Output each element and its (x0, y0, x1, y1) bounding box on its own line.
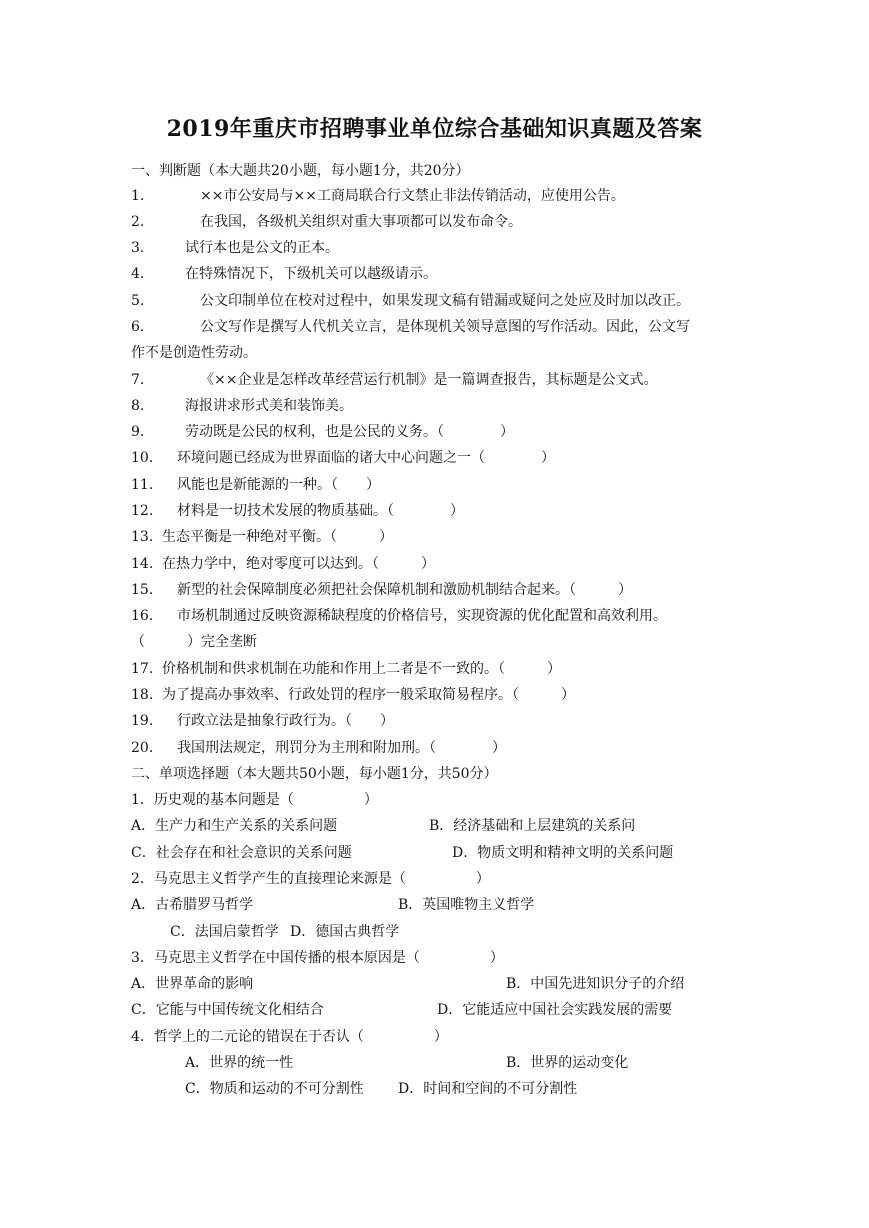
option-c: C．社会存在和社会意识的关系问题 (131, 845, 352, 861)
option-d: D．物质文明和精神文明的关系问题 (452, 845, 674, 861)
option-c: C．它能与中国传统文化相结合 (131, 1002, 324, 1018)
item-text-continuation: （ ）完全垄断 (131, 634, 257, 650)
option-d: D．德国古典哲学 (290, 924, 400, 940)
item-number: 12. (131, 503, 154, 519)
option-a: A．世界革命的影响 (131, 976, 254, 992)
option-b: B．世界的运动变化 (506, 1055, 629, 1071)
item-number: 3. (131, 240, 145, 256)
item-text: 行政立法是抽象行政行为。（ ） (177, 713, 394, 729)
item-text: 试行本也是公文的正本。 (185, 240, 339, 256)
item-number: 19. (131, 713, 154, 729)
item-number: 10. (131, 450, 154, 466)
item-number: 1. (131, 188, 145, 204)
item-number: 7. (131, 372, 145, 388)
item-number: 4. (131, 266, 145, 282)
item-number: 5. (131, 293, 145, 309)
option-b: B．中国先进知识分子的介绍 (506, 976, 685, 992)
option-b: B．英国唯物主义哲学 (398, 897, 535, 913)
option-d: D．它能适应中国社会实践发展的需要 (437, 1002, 673, 1018)
item-number: 17. (131, 661, 154, 677)
item-text: 我国刑法规定，刑罚分为主刑和附加刑。（ ） (177, 740, 506, 756)
option-a: A．古希腊罗马哲学 (131, 897, 254, 913)
item-text: 公文印制单位在校对过程中，如果发现文稿有错漏或疑问之处应及时加以改正。 (200, 293, 690, 309)
item-number: 2. (131, 214, 145, 230)
item-number: 11. (131, 477, 154, 493)
item-text-continuation: 作不是创造性劳动。 (131, 345, 257, 361)
option-b: B．经济基础和上层建筑的关系问 (429, 818, 636, 834)
item-text: 劳动既是公民的权利，也是公民的义务。（ ） (185, 424, 514, 440)
item-text: 新型的社会保障制度必须把社会保障机制和激励机制结合起来。（ ） (177, 582, 632, 598)
item-number: 9. (131, 424, 145, 440)
item-number: 6. (131, 319, 145, 335)
page-title: 2019年重庆市招聘事业单位综合基础知识真题及答案 (166, 116, 703, 142)
item-text: 材料是一切技术发展的物质基础。（ ） (177, 503, 464, 519)
item-number: 13. (131, 529, 154, 545)
item-text: 在热力学中，绝对零度可以达到。（ ） (162, 556, 435, 572)
item-text: 市场机制通过反映资源稀缺程度的价格信号，实现资源的优化配置和高效利用。 (177, 608, 667, 624)
option-c: C．物质和运动的不可分割性 (185, 1081, 364, 1097)
section-header-single-choice: 二、单项选择题（本大题共50小题，每小题1分，共50分） (131, 766, 498, 782)
item-number: 8. (131, 398, 145, 414)
item-text: 在特殊情况下，下级机关可以越级请示。 (185, 266, 437, 282)
item-text: 生态平衡是一种绝对平衡。（ ） (162, 529, 393, 545)
item-number: 20. (131, 740, 154, 756)
item-text: 为了提高办事效率、行政处罚的程序一般采取简易程序。（ ） (162, 687, 575, 703)
item-number: 16. (131, 608, 154, 624)
item-number: 18. (131, 687, 154, 703)
item-number: 15. (131, 582, 154, 598)
item-text: 公文写作是撰写人代机关立言，是体现机关领导意图的写作活动。因此，公文写 (200, 319, 690, 335)
question-stem: 2．马克思主义哲学产生的直接理论来源是（ ） (131, 871, 490, 887)
item-text: 海报讲求形式美和装饰美。 (185, 398, 353, 414)
item-text: 风能也是新能源的一种。（ ） (177, 477, 380, 493)
item-text: 《××企业是怎样改革经营运行机制》是一篇调查报告，其标题是公文式。 (200, 372, 658, 388)
item-text: 环境问题已经成为世界面临的诸大中心问题之一（ ） (177, 450, 555, 466)
item-text: 价格机制和供求机制在功能和作用上二者是不一致的。（ ） (162, 661, 561, 677)
option-a: A．世界的统一性 (185, 1055, 294, 1071)
option-c: C．法国启蒙哲学 (170, 924, 279, 940)
option-a: A．生产力和生产关系的关系问题 (131, 818, 338, 834)
item-text: 在我国，各级机关组织对重大事项都可以发布命令。 (200, 214, 522, 230)
question-stem: 4．哲学上的二元论的错误在于否认（ ） (131, 1029, 448, 1045)
question-stem: 3．马克思主义哲学在中国传播的根本原因是（ ） (131, 950, 504, 966)
item-number: 14. (131, 556, 154, 572)
section-header-judgment: 一、判断题（本大题共20小题，每小题1分，共20分） (131, 163, 470, 179)
item-text: ××市公安局与××工商局联合行文禁止非法传销活动，应使用公告。 (200, 188, 625, 204)
option-d: D．时间和空间的不可分割性 (398, 1081, 578, 1097)
question-stem: 1．历史观的基本问题是（ ） (131, 792, 378, 808)
